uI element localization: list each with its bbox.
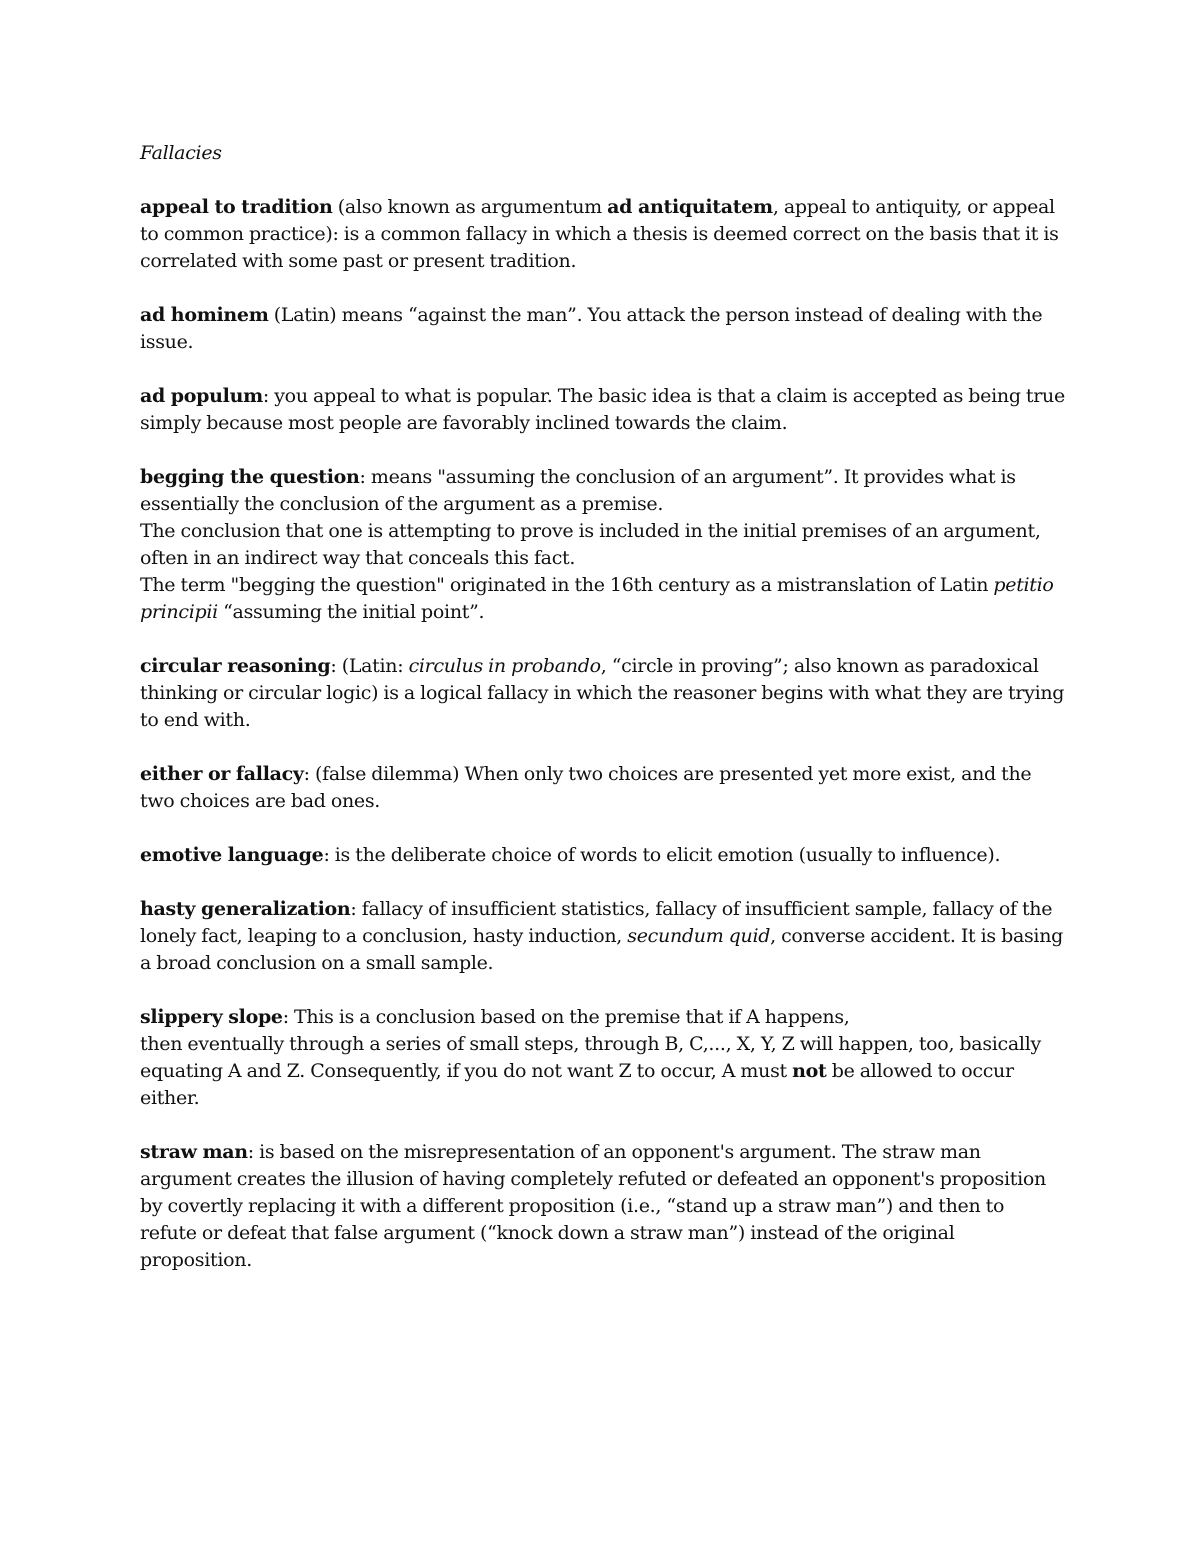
entry-appeal-to-tradition xyxy=(140,194,1065,275)
entry-text: , “circle in proving”; also known as paradoxical thinking or circular logic) is a logical fallacy in which the reasoner begins with what they are trying to end with. xyxy=(140,655,1065,731)
entry-text: (Latin) means “against the man”. You attack the person instead of dealing with the issue. xyxy=(140,304,1043,353)
entry-italic-text: secundum quid xyxy=(627,925,771,947)
document-page xyxy=(140,140,1065,1301)
entry-text: : This is a conclusion based on the premise that if A happens, xyxy=(282,1006,850,1028)
entry-term: straw man xyxy=(140,1141,248,1163)
entry-definition xyxy=(140,1139,1065,1274)
entry-bold-text: ad antiquitatem xyxy=(607,196,773,218)
entry-definition xyxy=(140,653,1065,734)
entry-term: hasty generalization xyxy=(140,898,351,920)
entry-ad-populum xyxy=(140,383,1065,437)
entry-text: (also known as argumentum xyxy=(332,196,608,218)
entry-definition xyxy=(140,383,1065,437)
entry-text: : means "assuming the conclusion of an argument”. It provides what is essentially the conclusion of the argument as a premise. xyxy=(140,466,1016,515)
entry-text: The term "begging the question" originated in the 16th century as a mistranslation of Latin xyxy=(140,574,994,596)
entry-text: “assuming the initial point”. xyxy=(217,601,485,623)
entry-text: : is based on the misrepresentation of an opponent's argument. The straw man argument creates the illusion of having completely refuted or defeated an opponent's proposition by covertly replacing it with a different proposition (i.e., “stand up a straw man”) and then to refute or defeat that false argument (“knock down a straw man”) instead of the original proposition. xyxy=(140,1141,1046,1271)
entry-term: emotive language xyxy=(140,844,324,866)
entry-definition xyxy=(140,1004,1065,1031)
entry-circular-reasoning xyxy=(140,653,1065,734)
entry-italic-text: petitio principii xyxy=(140,574,1054,623)
entry-definition xyxy=(140,842,1065,869)
entry-text: be allowed to occur either. xyxy=(140,1060,1014,1109)
entry-paragraph xyxy=(140,572,1065,626)
entry-term: appeal to tradition xyxy=(140,196,333,218)
entry-term: ad populum xyxy=(140,385,263,407)
entry-definition xyxy=(140,302,1065,356)
entry-slippery-slope xyxy=(140,1004,1065,1112)
entry-term: circular reasoning xyxy=(140,655,331,677)
entry-text: : (Latin: xyxy=(330,655,409,677)
entry-text: : fallacy of insufficient statistics, fallacy of insufficient sample, fallacy of the lonely fact, leaping to a conclusion, hasty induction, xyxy=(140,898,1053,947)
entry-paragraph: The conclusion that one is attempting to prove is included in the initial premises of an argument, often in an indirect way that conceals this fact. xyxy=(140,520,1041,569)
entry-straw-man xyxy=(140,1139,1065,1274)
page-title: Fallacies xyxy=(140,142,222,164)
entry-paragraph xyxy=(140,1031,1065,1112)
entry-italic-text: circulus in probando xyxy=(408,655,601,677)
entry-definition xyxy=(140,194,1065,275)
entry-ad-hominem xyxy=(140,302,1065,356)
entry-definition xyxy=(140,464,1065,518)
entry-text: then eventually through a series of small steps, through B, C,..., X, Y, Z will happen, too, basically equating A and Z. Consequently, if you do not want Z to occur, A must xyxy=(140,1033,1041,1082)
entry-term: begging the question xyxy=(140,466,360,488)
entry-text: : is the deliberate choice of words to elicit emotion (usually to influence). xyxy=(323,844,1001,866)
entry-either-or-fallacy xyxy=(140,761,1065,815)
entry-emotive-language xyxy=(140,842,1065,869)
entry-definition xyxy=(140,761,1065,815)
entry-text: : (false dilemma) When only two choices are presented yet more exist, and the two choices are bad ones. xyxy=(140,763,1032,812)
entry-bold-text: not xyxy=(792,1060,827,1082)
entry-term: slippery slope xyxy=(140,1006,283,1028)
entry-text: , converse accident. It is basing a broad conclusion on a small sample. xyxy=(140,925,1063,974)
entry-term: either or fallacy xyxy=(140,763,304,785)
entry-term: ad hominem xyxy=(140,304,269,326)
entry-text: , appeal to antiquity, or appeal to common practice): is a common fallacy in which a thesis is deemed correct on the basis that it is correlated with some past or present tradition. xyxy=(140,196,1059,272)
entry-hasty-generalization xyxy=(140,896,1065,977)
entry-begging-the-question xyxy=(140,464,1065,626)
entry-text: : you appeal to what is popular. The basic idea is that a claim is accepted as being true simply because most people are favorably inclined towards the claim. xyxy=(140,385,1065,434)
entry-definition xyxy=(140,896,1065,977)
